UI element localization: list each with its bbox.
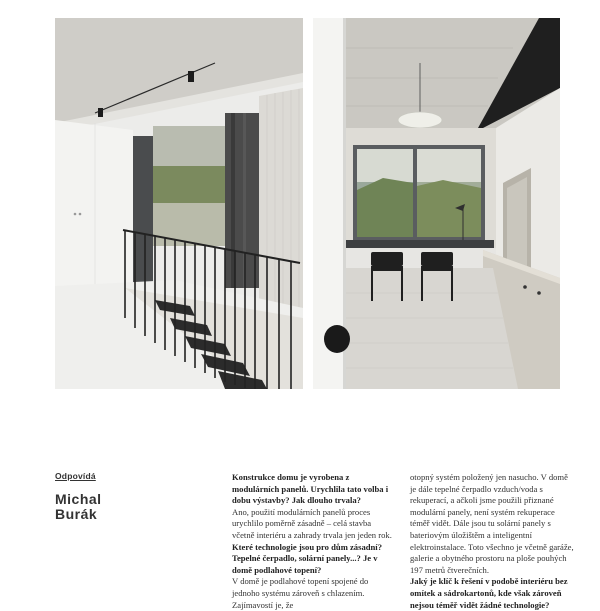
question-1: Konstrukce domu je vyrobena z modulárních panelů. Urychlila tato volba i dobu výstavby? Jak dlouho trvala?	[232, 472, 389, 506]
interview-column-2	[410, 472, 575, 611]
answer-2: V domě je podlahové topení spojené do jednoho systému zároveň s chlazením. Zajímavostí je, že	[232, 576, 369, 610]
author-name	[55, 492, 102, 522]
author-first-name: Michal	[55, 491, 102, 507]
interview-column-1	[232, 472, 394, 611]
answer-1: Ano, použití modulárních panelů proces urychlilo poměrně zásadně – celá stavba včetně interiéru a zahrady trvala jen jeden rok.	[232, 506, 392, 540]
answer-2-continued: otopný systém položený jen nasucho. V domě je dále tepelné čerpadlo vzduch/voda s rekuperací, a ačkoli jsme použili přiznané modulární panely, není systém rekuperace téměř vidět. Dále jsou tu solární panely s bateriovým úložištěm a inteligentní elektroinstalace. Toto všechno je včetně garáže, galerie a obytného prostoru na ploše pouhých 197 metrů čtverečních.	[410, 472, 574, 575]
photo-staircase	[55, 18, 303, 389]
staircase-illustration	[55, 18, 303, 389]
study-room-illustration	[313, 18, 560, 389]
author-last-name: Burák	[55, 506, 98, 522]
question-3: Jaký je klíč k řešení v podobě interiéru bez omítek a sádrokartonů, kde však zároveň nejsou téměř vidět žádné technologie?	[410, 576, 568, 610]
credit-label: Odpovídá	[55, 471, 96, 481]
photo-study-room	[313, 18, 560, 389]
question-2: Které technologie jsou pro dům zásadní? Tepelné čerpadlo, solární panely...? Je v domě podlahové topení?	[232, 541, 382, 575]
